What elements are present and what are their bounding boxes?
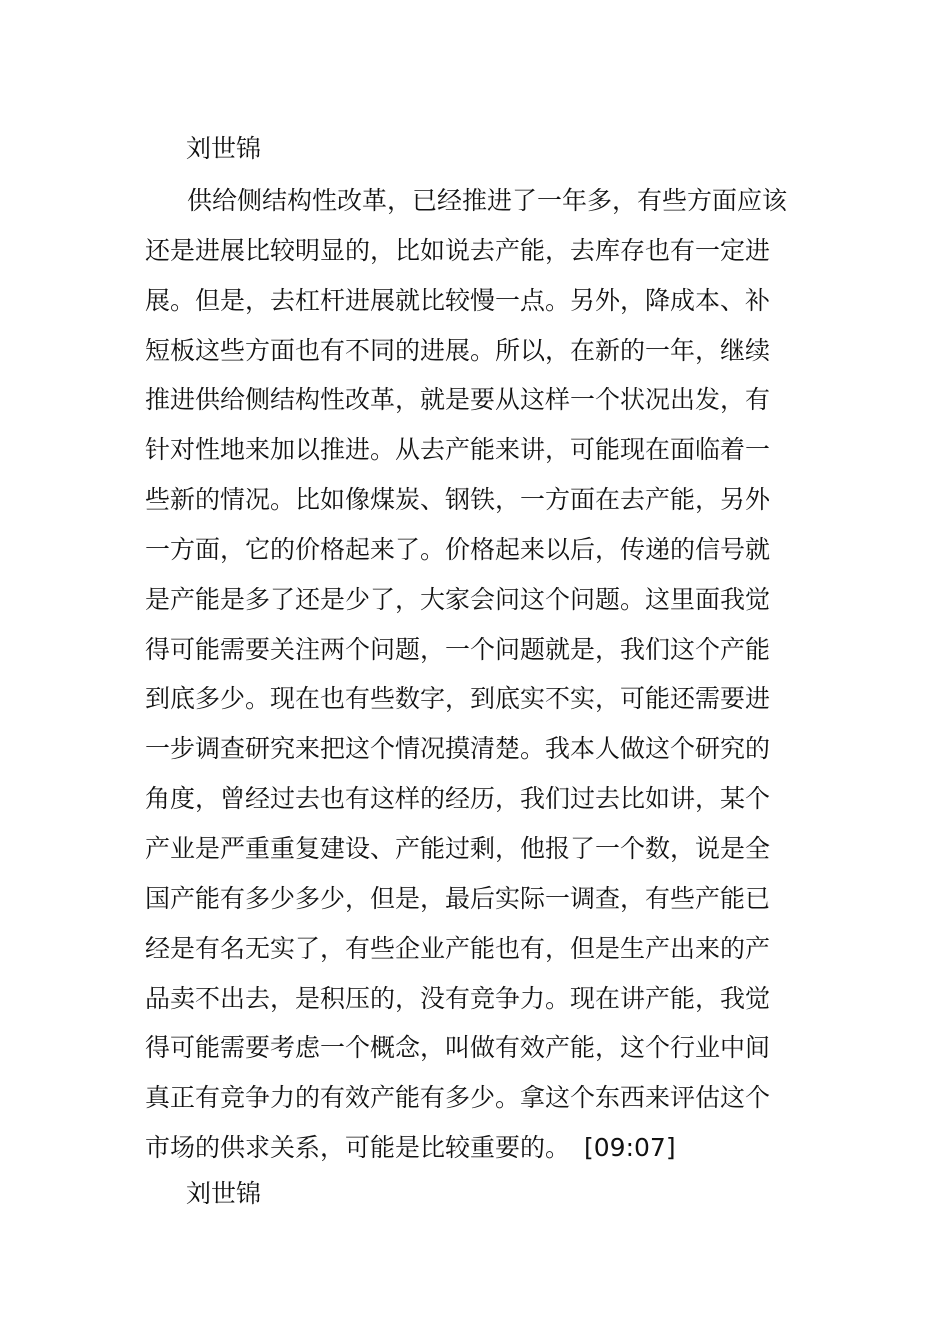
paragraph-line: 是产能是多了还是少了，大家会问这个问题。这里面我觉 bbox=[145, 584, 771, 614]
paragraph-line: 推进供给侧结构性改革，就是要从这样一个状况出发，有 bbox=[145, 385, 771, 415]
paragraph-last-line bbox=[145, 1130, 815, 1180]
paragraph-line: 短板这些方面也有不同的进展。所以，在新的一年，继续 bbox=[145, 335, 771, 365]
speaker-name: 刘世锦 bbox=[186, 1179, 262, 1208]
paragraph-line: 得可能需要关注两个问题，一个问题就是，我们这个产能 bbox=[145, 634, 771, 664]
speaker-name: 刘世锦 bbox=[186, 134, 262, 163]
transcript-paragraph bbox=[145, 183, 815, 1180]
paragraph-line: 得可能需要考虑一个概念，叫做有效产能，这个行业中间 bbox=[145, 1033, 771, 1063]
paragraph-line-text: 市场的供求关系，可能是比较重要的。 bbox=[145, 1133, 571, 1163]
paragraph-line: 针对性地来加以推进。从去产能来讲，可能现在面临着一 bbox=[145, 435, 771, 465]
paragraph-line: 品卖不出去，是积压的，没有竞争力。现在讲产能，我觉 bbox=[145, 983, 771, 1013]
paragraph-line: 还是进展比较明显的，比如说去产能，去库存也有一定进 bbox=[145, 235, 771, 265]
paragraph-line: 些新的情况。比如像煤炭、钢铁，一方面在去产能，另外 bbox=[145, 485, 771, 515]
paragraph-line: 角度，曾经过去也有这样的经历，我们过去比如讲，某个 bbox=[145, 784, 771, 814]
timestamp: [09:07] bbox=[584, 1133, 676, 1163]
paragraph-line: 一方面，它的价格起来了。价格起来以后，传递的信号就 bbox=[145, 534, 771, 564]
paragraph-line: 产业是严重重复建设、产能过剩，他报了一个数，说是全 bbox=[145, 833, 771, 863]
paragraph-line: 一步调查研究来把这个情况摸清楚。我本人做这个研究的 bbox=[145, 734, 771, 764]
paragraph-line: 到底多少。现在也有些数字，到底实不实，可能还需要进 bbox=[145, 684, 771, 714]
paragraph-line: 真正有竞争力的有效产能有多少。拿这个东西来评估这个 bbox=[145, 1083, 771, 1113]
paragraph-line: 国产能有多少多少，但是，最后实际一调查，有些产能已 bbox=[145, 883, 771, 913]
paragraph-line: 经是有名无实了，有些企业产能也有，但是生产出来的产 bbox=[145, 933, 771, 963]
paragraph-line: 展。但是，去杠杆进展就比较慢一点。另外，降成本、补 bbox=[145, 285, 771, 315]
paragraph-line: 供给侧结构性改革，已经推进了一年多，有些方面应该 bbox=[187, 186, 788, 215]
